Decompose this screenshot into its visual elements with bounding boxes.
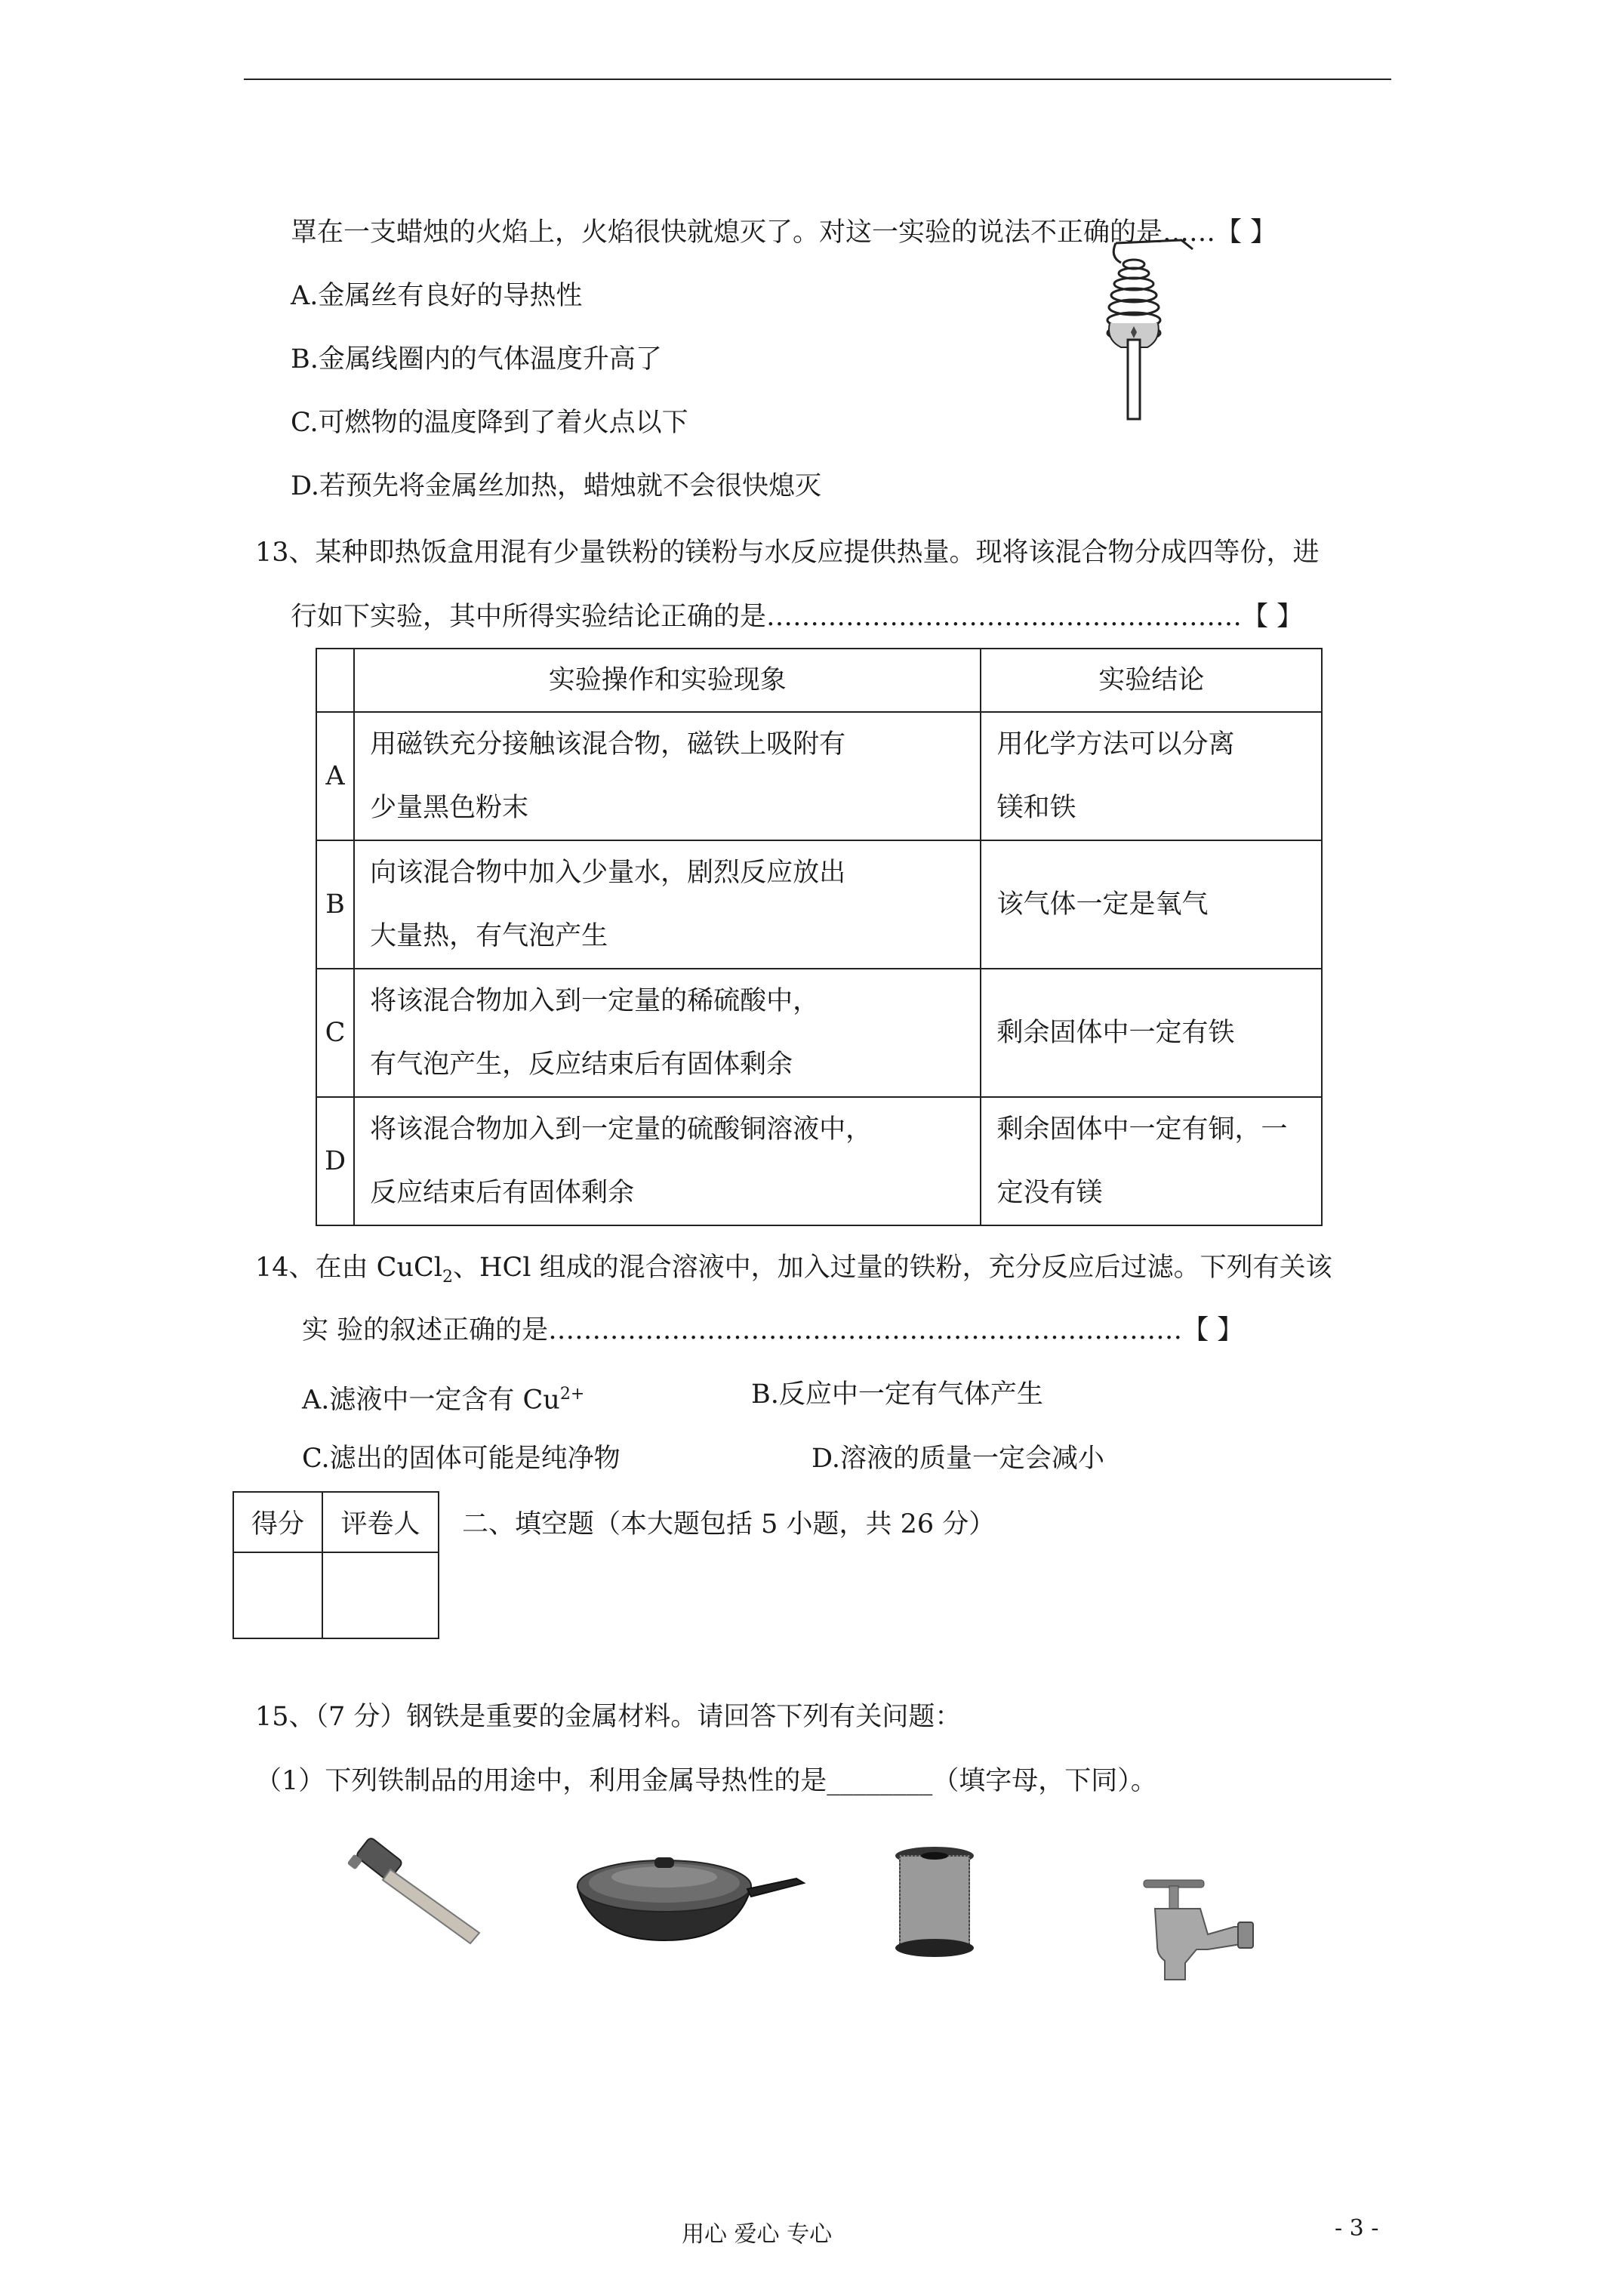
q12-option-c: C.可燃物的温度降到了着火点以下 [291,408,688,438]
water-faucet-icon [1113,1874,1264,1995]
table-header-cell [316,649,354,712]
header-rule [244,79,1391,80]
conclusion-line: 剩余固体中一定有铜，一 [996,1114,1288,1145]
q14-stem-line2: 实 验的叙述正确的是………………………………………………………………【 】 [302,1315,1244,1345]
wire-spool-icon [889,1842,980,1963]
subscript: 2 [442,1268,453,1287]
table-row [316,840,1322,969]
operation-line: 用磁铁充分接触该混合物，磁铁上吸附有 [370,729,846,760]
wok-pan-icon [570,1835,812,1948]
conclusion-line: 用化学方法可以分离 [996,729,1235,760]
conclusion-line: 镁和铁 [996,793,1076,823]
operation-line: 将该混合物加入到一定量的硫酸铜溶液中， [370,1114,873,1145]
row-letter: B [316,840,354,969]
conclusion-cell [981,969,1322,1097]
superscript: 2+ [559,1385,585,1404]
conclusion-cell [981,712,1322,840]
grader-label: 评卷人 [322,1492,439,1552]
q12-stem: 罩在一支蜡烛的火焰上，火焰很快就熄灭了。对这一实验的说法不正确的是……【 】 [291,217,1277,248]
row-letter: C [316,969,354,1097]
q15-sub1: （1）下列铁制品的用途中，利用金属导热性的是________（填字母，下同）。 [255,1766,1157,1796]
row-letter: A [316,712,354,840]
table-header-cell: 实验结论 [981,649,1322,712]
q14-option-a-text: A.滤液中一定含有 Cu [302,1385,560,1416]
operation-line: 将该混合物加入到一定量的稀硫酸中， [370,986,820,1016]
operation-cell [354,969,981,1097]
hammer-icon [343,1833,494,1946]
q13-stem-line1: 13、某种即热饭盒用混有少量铁粉的镁粉与水反应提供热量。现将该混合物分成四等份，进 [255,538,1320,568]
section-title: 二、填空题（本大题包括 5 小题，共 26 分） [462,1509,996,1539]
q14-option-d: D.溶液的质量一定会减小 [812,1444,1104,1474]
operation-line: 少量黑色粉末 [370,793,529,823]
q15-stem: 15、（7 分）钢铁是重要的金属材料。请回答下列有关问题： [255,1702,962,1732]
coil-candle-figure [1087,227,1208,430]
score-cell [233,1552,322,1638]
score-box [233,1491,439,1639]
operation-cell [354,840,981,969]
table-row [316,712,1322,840]
table-header-row [316,649,1322,712]
q14-option-a [302,1378,584,1417]
table-header-cell: 实验操作和实验现象 [354,649,981,712]
operation-cell [354,1097,981,1225]
q12-option-d: D.若预先将金属丝加热，蜡烛就不会很快熄灭 [291,471,821,501]
q14-stem-part: 、HCl 组成的混合溶液中，加入过量的铁粉，充分反应后过滤。下列有关该 [452,1253,1332,1283]
score-label: 得分 [233,1492,322,1552]
grader-cell [322,1552,439,1638]
operation-line: 反应结束后有固体剩余 [370,1178,635,1208]
q14-stem-part: 14、在由 CuCl [255,1253,442,1283]
footer-center: 用心 爱心 专心 [682,2221,833,2248]
operation-line: 向该混合物中加入少量水，剧烈反应放出 [370,858,846,888]
q12-option-b: B.金属线圈内的气体温度升高了 [291,344,662,374]
conclusion-line: 剩余固体中一定有铁 [996,1018,1235,1048]
operation-line: 有气泡产生，反应结束后有固体剩余 [370,1049,793,1080]
q12-option-a: A.金属丝有良好的导热性 [291,281,583,311]
q13-stem-line2: 行如下实验，其中所得实验结论正确的是………………………………………………【 】 [291,602,1304,632]
operation-line: 大量热，有气泡产生 [370,921,608,951]
q14-option-c: C.滤出的固体可能是纯净物 [302,1444,621,1474]
conclusion-line: 定没有镁 [996,1178,1103,1208]
row-letter: D [316,1097,354,1225]
q14-option-b: B.反应中一定有气体产生 [751,1379,1043,1410]
conclusion-line: 该气体一定是氧气 [996,889,1209,920]
conclusion-cell [981,840,1322,969]
conclusion-cell [981,1097,1322,1225]
experiment-table [316,648,1323,1226]
table-row [316,1097,1322,1225]
table-row [316,969,1322,1097]
q14-stem-line1 [255,1251,1332,1294]
operation-cell [354,712,981,840]
page-number: - 3 - [1335,2215,1379,2242]
